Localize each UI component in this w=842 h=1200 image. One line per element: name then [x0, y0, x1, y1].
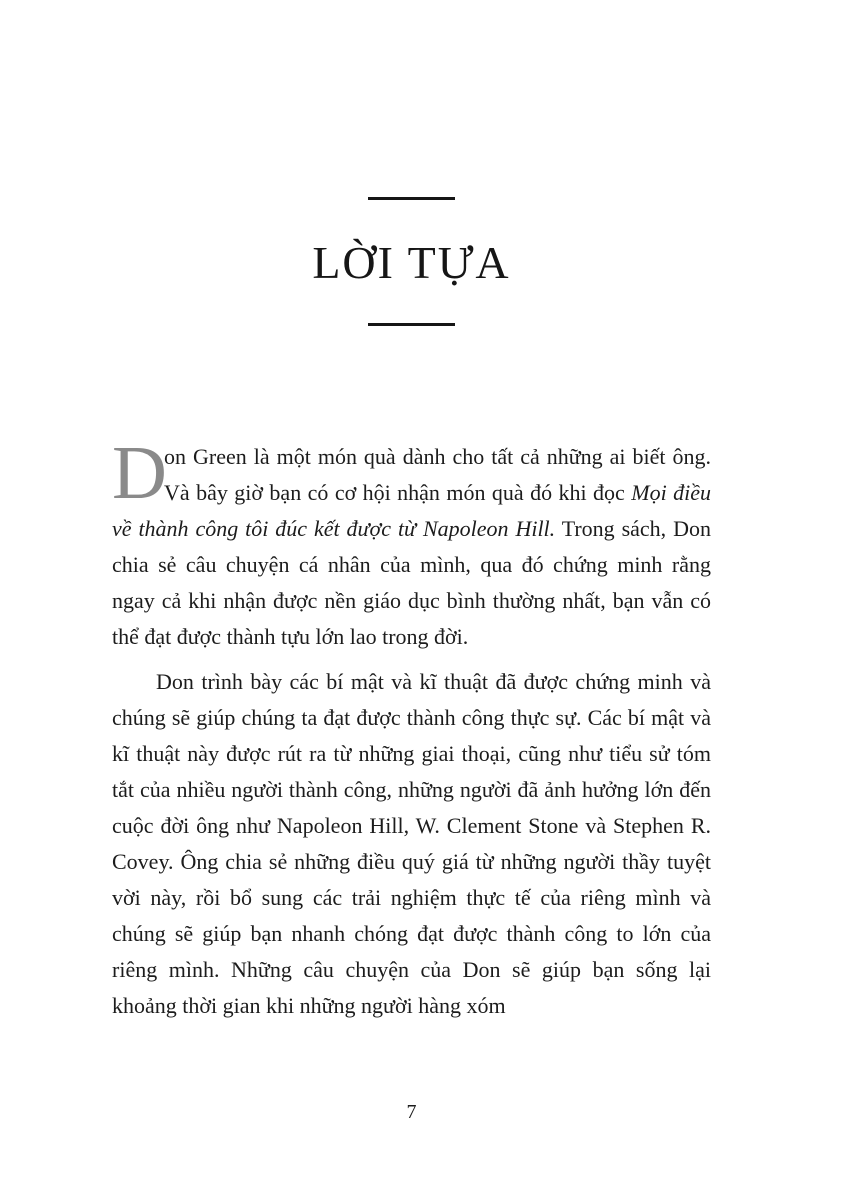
chapter-title: LỜI TỰA: [312, 237, 511, 288]
chapter-header: [112, 0, 711, 326]
text-segment: on Green là một món quà dành cho tất cả những ai biết ông. Và bây giờ bạn có cơ hội nhận món quà đó khi đọc: [164, 443, 711, 505]
page-number: 7: [406, 1101, 417, 1123]
book-title-italic: Mọi điều về thành công tôi đúc kết được từ Napoleon Hill.: [112, 479, 711, 541]
paragraph: [112, 664, 711, 1024]
ornamental-rule-top: [368, 197, 455, 200]
drop-cap: D: [112, 430, 167, 515]
text-segment: Don trình bày các bí mật và kĩ thuật đã được chứng minh và chúng sẽ giúp chúng ta đạt được thành công thực sự. Các bí mật và kĩ thuật này được rút ra từ những giai thoại, cũng như tiểu sử tóm tắt của nhiều người thành công, những người đã ảnh hưởng lớn đến cuộc đời ông như Napoleon Hill, W. Clement Stone và Stephen R. Covey. Ông chia sẻ những điều quý giá từ những người thầy tuyệt vời này, rồi bổ sung các trải nghiệm thực tế của riêng mình và chúng sẽ giúp bạn nhanh chóng đạt được thành công to lớn của riêng mình. Những câu chuyện của Don sẽ giúp bạn sống lại khoảng thời gian khi những người hàng xóm: [112, 668, 711, 1018]
text-column: [112, 0, 711, 1024]
ornamental-rule-bottom: [368, 323, 455, 326]
text-segment: Trong sách, Don chia sẻ câu chuyện cá nhân của mình, qua đó chứng minh rằng ngay cả khi nhận được nền giáo dục bình thường nhất, bạn vẫn có thể đạt được thành tựu lớn lao trong đời.: [112, 515, 711, 649]
body-text: [112, 430, 711, 1024]
paragraph: [112, 430, 711, 655]
